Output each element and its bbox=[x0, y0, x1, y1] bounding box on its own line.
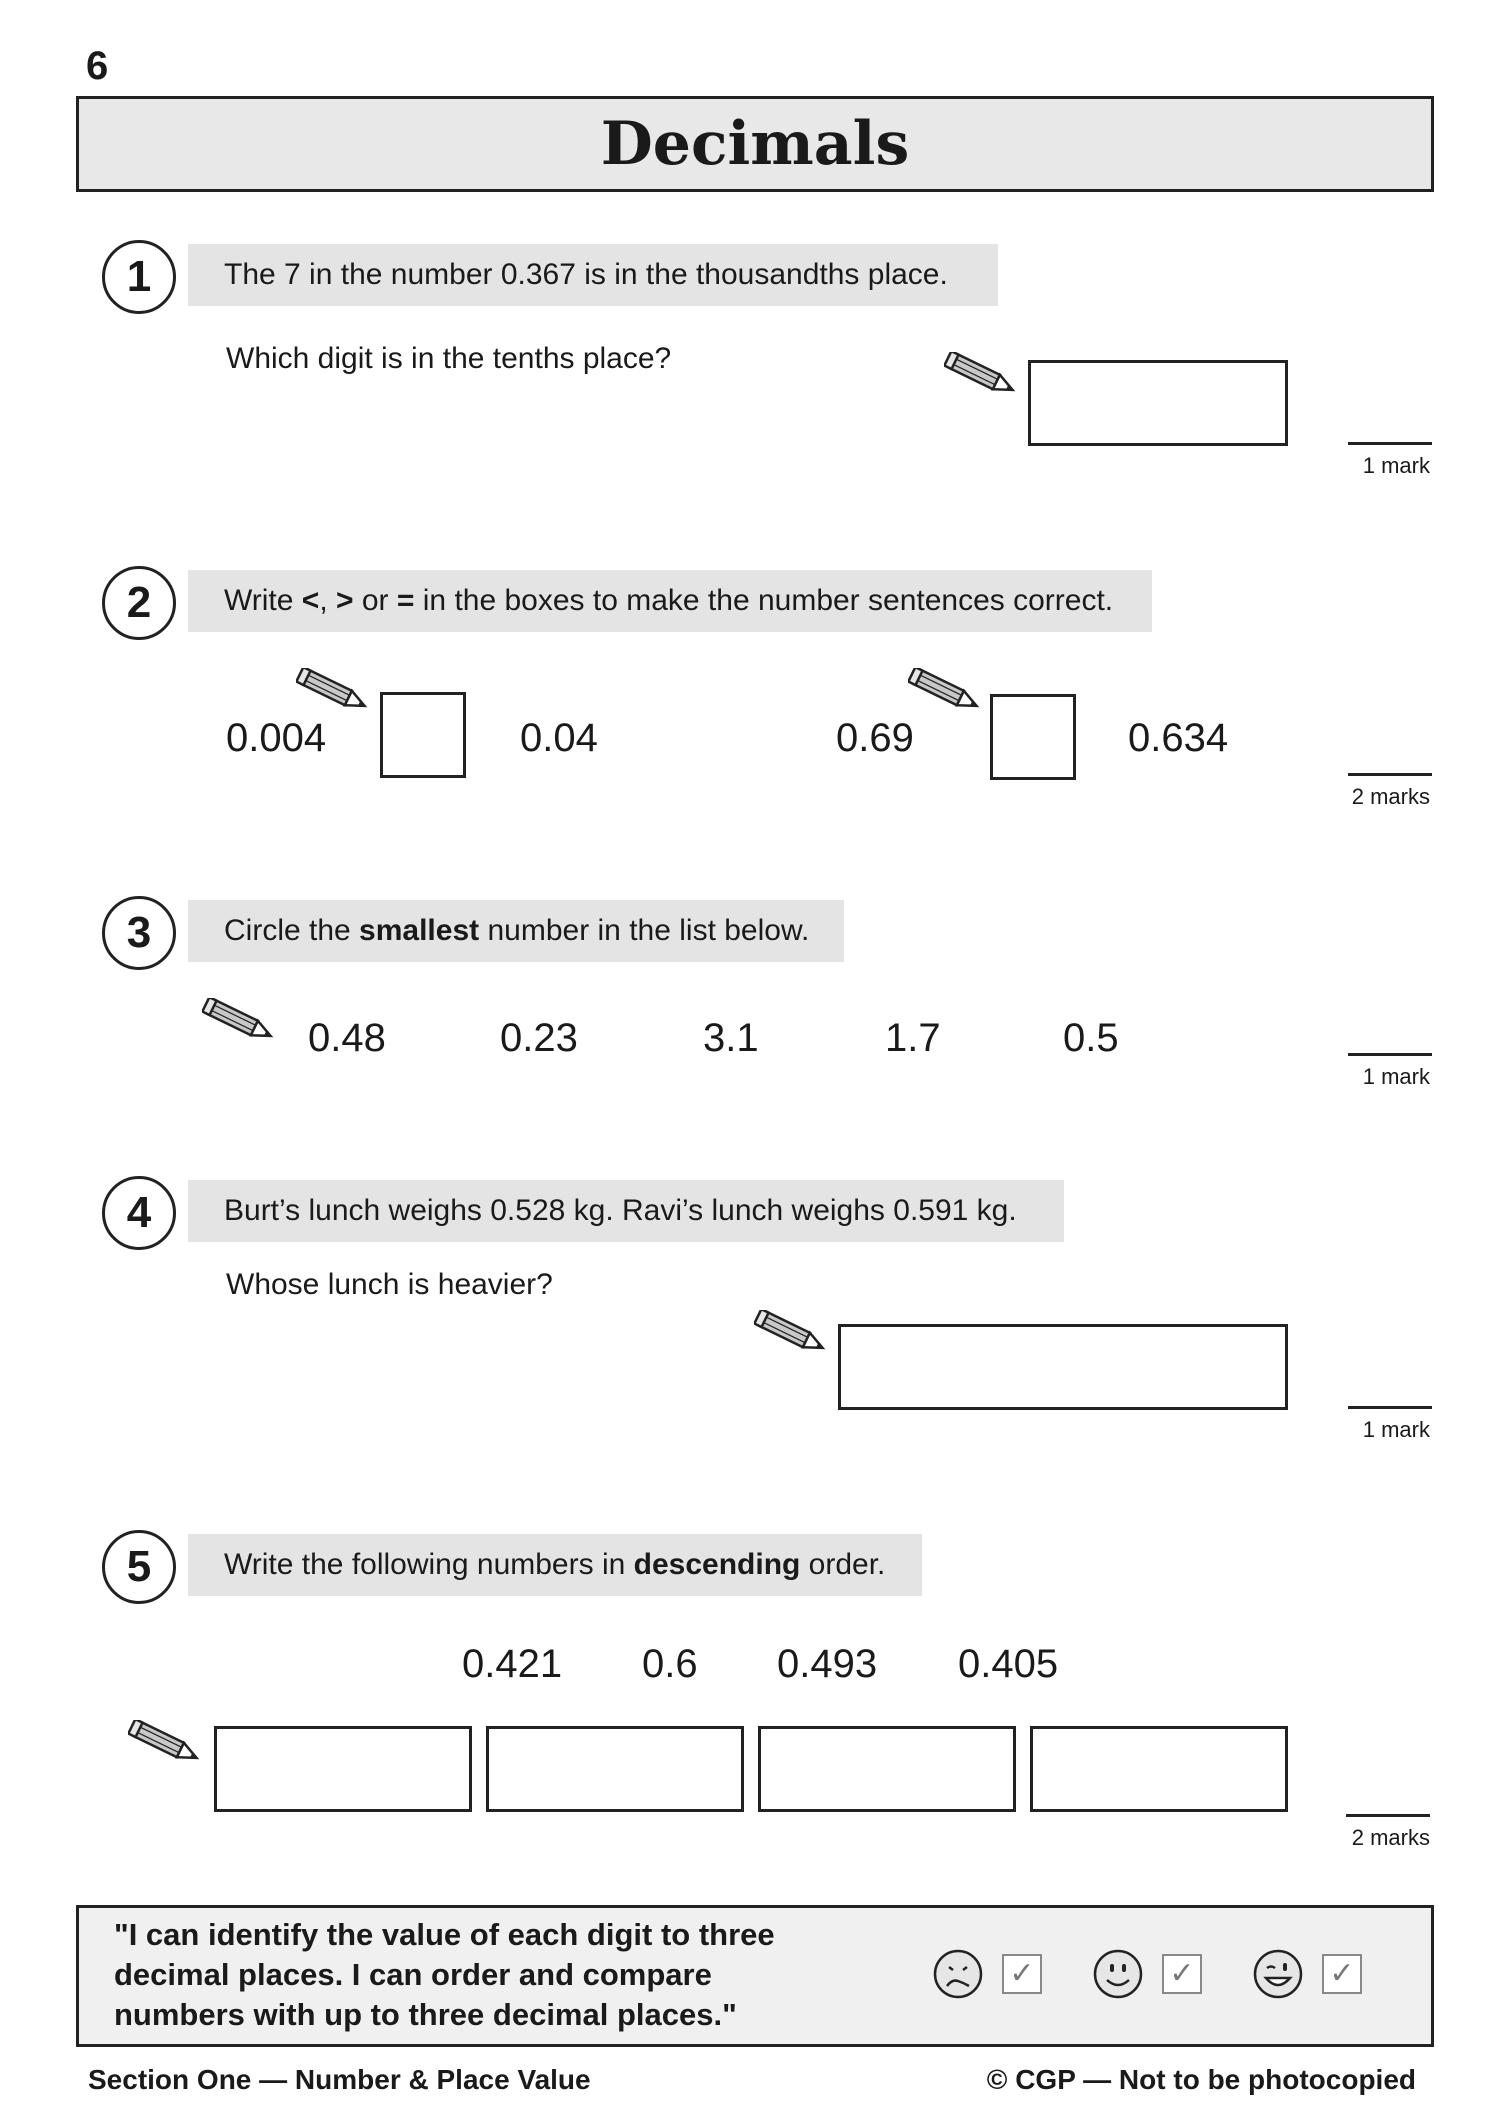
happy-checkbox[interactable]: ✓ bbox=[1162, 1954, 1202, 1994]
question-5-number-item: 0.6 bbox=[642, 1642, 698, 1686]
question-5-number: 5 bbox=[102, 1530, 176, 1604]
question-3-option[interactable]: 3.1 bbox=[703, 1016, 759, 1060]
question-1-question: Which digit is in the tenths place? bbox=[226, 342, 672, 375]
mark-line bbox=[1348, 773, 1432, 776]
question-5-answer-box-4[interactable] bbox=[1030, 1726, 1288, 1812]
question-2-a-right-number: 0.04 bbox=[520, 716, 598, 760]
question-4-number: 4 bbox=[102, 1176, 176, 1250]
question-2-b-left-number: 0.69 bbox=[836, 716, 914, 760]
question-5-number-item: 0.405 bbox=[958, 1642, 1059, 1686]
footer-section-title: Section One — Number & Place Value bbox=[88, 2064, 591, 2095]
question-3-option[interactable]: 0.5 bbox=[1063, 1016, 1119, 1060]
question-5-answer-box-2[interactable] bbox=[486, 1726, 744, 1812]
question-5-answer-box-3[interactable] bbox=[758, 1726, 1016, 1812]
learning-statement: "I can identify the value of each digit to three decimal places. I can order and compare numbers with up to three decimal places." bbox=[114, 1917, 775, 2032]
pencil-icon bbox=[908, 668, 984, 714]
question-3-number: 3 bbox=[102, 896, 176, 970]
question-5-number-item: 0.493 bbox=[777, 1642, 878, 1686]
mark-line bbox=[1346, 1814, 1430, 1817]
question-4-marks: 1 mark bbox=[1362, 1417, 1430, 1442]
page-title: Decimals bbox=[600, 109, 910, 179]
question-2-prompt: Write <, > or = in the boxes to make the number sentences correct. bbox=[188, 570, 1152, 632]
question-5-answer-box-1[interactable] bbox=[214, 1726, 472, 1812]
question-2-a-symbol-box[interactable] bbox=[380, 692, 466, 778]
question-4-question: Whose lunch is heavier? bbox=[226, 1268, 553, 1301]
question-3-option[interactable]: 0.48 bbox=[308, 1016, 386, 1060]
mark-line bbox=[1348, 1406, 1432, 1409]
question-1-marks: 1 mark bbox=[1362, 453, 1430, 478]
question-5-marks: 2 marks bbox=[1351, 1825, 1430, 1850]
mark-line bbox=[1348, 1053, 1432, 1056]
question-2-b-right-number: 0.634 bbox=[1128, 716, 1229, 760]
question-1-answer-box[interactable] bbox=[1028, 360, 1288, 446]
sad-checkbox[interactable]: ✓ bbox=[1002, 1954, 1042, 1994]
question-2-marks: 2 marks bbox=[1351, 784, 1430, 809]
confident-checkbox[interactable]: ✓ bbox=[1322, 1954, 1362, 1994]
pencil-icon bbox=[128, 1720, 204, 1766]
question-1-prompt: The 7 in the number 0.367 is in the thousandths place. bbox=[188, 244, 998, 306]
question-4-prompt: Burt’s lunch weighs 0.528 kg. Ravi’s lunch weighs 0.591 kg. bbox=[188, 1180, 1064, 1242]
question-4-answer-box[interactable] bbox=[838, 1324, 1288, 1410]
question-3-marks: 1 mark bbox=[1362, 1064, 1430, 1089]
question-5-number-item: 0.421 bbox=[462, 1642, 563, 1686]
question-2-number: 2 bbox=[102, 566, 176, 640]
mark-line bbox=[1348, 442, 1432, 445]
question-3-prompt: Circle the smallest number in the list below. bbox=[188, 900, 844, 962]
happy-face-icon bbox=[1092, 1948, 1144, 2000]
footer-copyright: © CGP — Not to be photocopied bbox=[986, 2064, 1416, 2095]
question-2-b-symbol-box[interactable] bbox=[990, 694, 1076, 780]
sad-face-icon bbox=[932, 1948, 984, 2000]
question-5-prompt: Write the following numbers in descending order. bbox=[188, 1534, 922, 1596]
question-2-a-left-number: 0.004 bbox=[226, 716, 327, 760]
question-3-option[interactable]: 0.23 bbox=[500, 1016, 578, 1060]
pencil-icon bbox=[754, 1310, 830, 1356]
winking-face-icon bbox=[1252, 1948, 1304, 2000]
pencil-icon bbox=[944, 352, 1020, 398]
pencil-icon bbox=[202, 998, 278, 1044]
pencil-icon bbox=[296, 668, 372, 714]
page-number: 6 bbox=[86, 44, 109, 88]
question-1-number: 1 bbox=[102, 240, 176, 314]
question-3-option[interactable]: 1.7 bbox=[885, 1016, 941, 1060]
